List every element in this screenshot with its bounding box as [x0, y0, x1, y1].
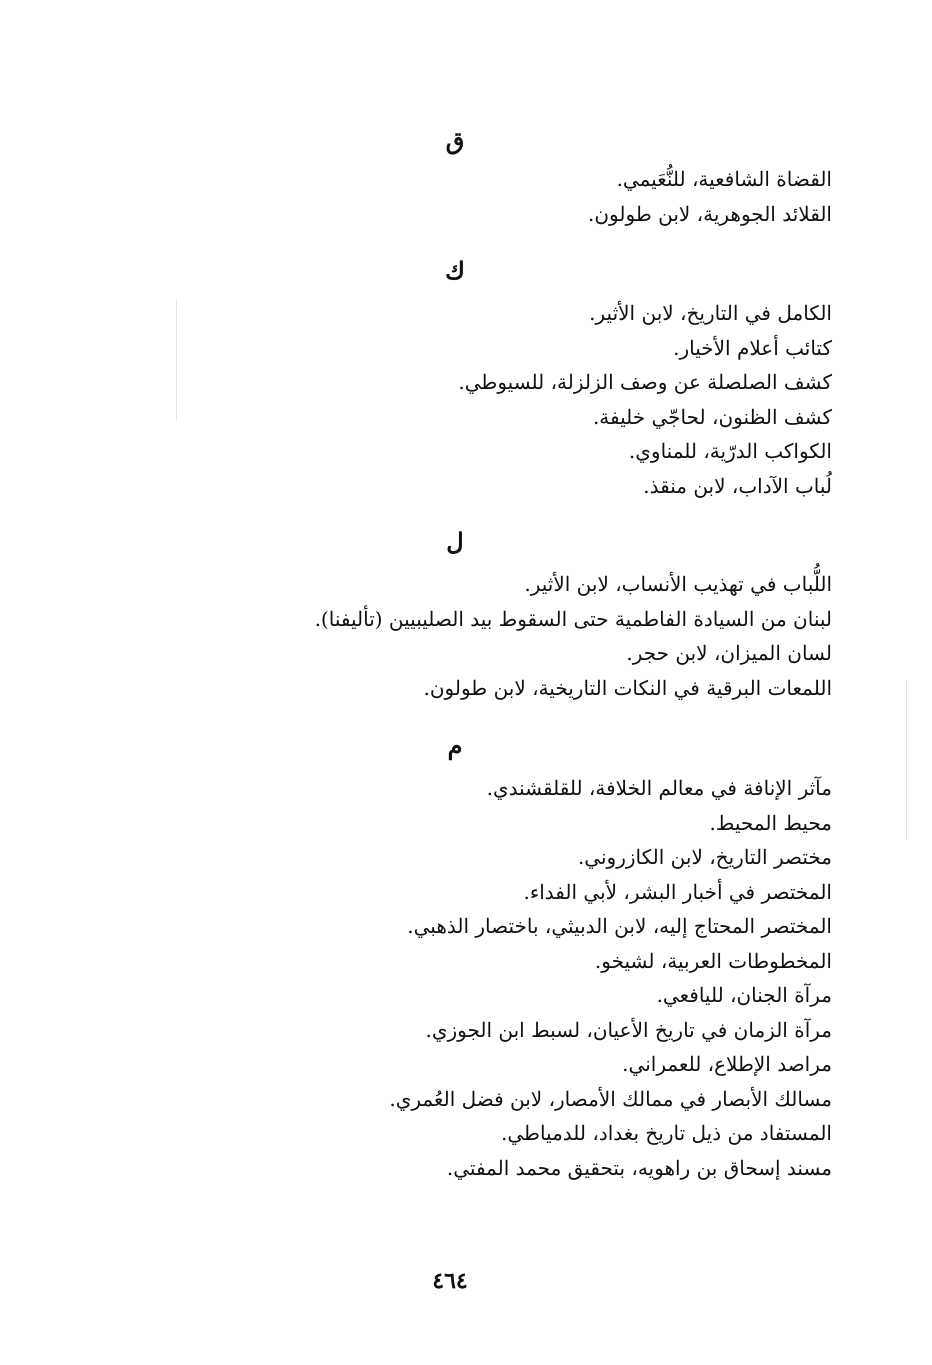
page-edge-mark [176, 300, 177, 420]
page-number: ٤٦٤ [432, 1268, 468, 1294]
bibliography-entry: لسان الميزان، لابن حجر. [626, 641, 832, 665]
bibliography-entry: مسند إسحاق بن راهويه، بتحقيق محمد المفتي. [446, 1155, 832, 1180]
section-qaf-entries [272, 162, 832, 231]
bibliography-entry: مرآة الزمان في تاريخ الأعيان، لسبط ابن الجوزي. [425, 1017, 832, 1042]
bibliography-entry: المختصر في أخبار البشر، لأبي الفداء. [523, 879, 832, 904]
page-edge-mark [906, 680, 907, 840]
section-heading-lam: ل [446, 527, 464, 556]
bibliography-entry: كشف الصلصلة عن وصف الزلزلة، للسيوطي. [458, 370, 832, 394]
bibliography-entry: مرآة الجنان، لليافعي. [656, 983, 832, 1007]
bibliography-entry: الكامل في التاريخ، لابن الأثير. [589, 301, 832, 325]
section-heading-mim: م [447, 731, 463, 760]
section-heading-kaf: ك [445, 256, 465, 285]
section-mim-entries [272, 771, 832, 1185]
bibliography-entry: لُباب الآداب، لابن منقذ. [643, 473, 832, 498]
section-lam-entries [272, 567, 832, 705]
bibliography-entry: المخطوطات العربية، لشيخو. [594, 948, 832, 973]
bibliography-entry: محيط المحيط. [709, 810, 832, 835]
bibliography-entry: كشف الظنون، لحاجّي خليفة. [592, 404, 832, 429]
section-kaf-entries [272, 296, 832, 503]
bibliography-entry: المختصر المحتاج إليه، لابن الدبيثي، باختصار الذهبي. [407, 914, 832, 938]
bibliography-entry: مراصد الإطلاع، للعمراني. [622, 1052, 832, 1076]
bibliography-entry: اللمعات البرقية في النكات التاريخية، لابن طولون. [423, 675, 832, 700]
bibliography-entry: لبنان من السيادة الفاطمية حتى السقوط بيد الصليبيين (تأليفنا). [314, 606, 832, 631]
bibliography-entry: مختصر التاريخ، لابن الكازروني. [577, 845, 832, 869]
bibliography-entry: القضاة الشافعية، للنُّعَيمي. [616, 167, 832, 191]
bibliography-entry: القلائد الجوهرية، لابن طولون. [588, 201, 832, 226]
bibliography-entry: كتائب أعلام الأخيار. [673, 335, 832, 360]
bibliography-entry: المستفاد من ذيل تاريخ بغداد، للدمياطي. [501, 1121, 832, 1145]
bibliography-entry: مسالك الأبصار في ممالك الأمصار، لابن فضل العُمري. [389, 1086, 832, 1111]
bibliography-entry: اللُّباب في تهذيب الأنساب، لابن الأثير. [524, 572, 832, 596]
section-heading-qaf: ق [445, 126, 465, 155]
bibliography-entry: الكواكب الدرّية، للمناوي. [628, 439, 832, 463]
bibliography-entry: مآثر الإنافة في معالم الخلافة، للقلقشندي. [486, 776, 832, 800]
